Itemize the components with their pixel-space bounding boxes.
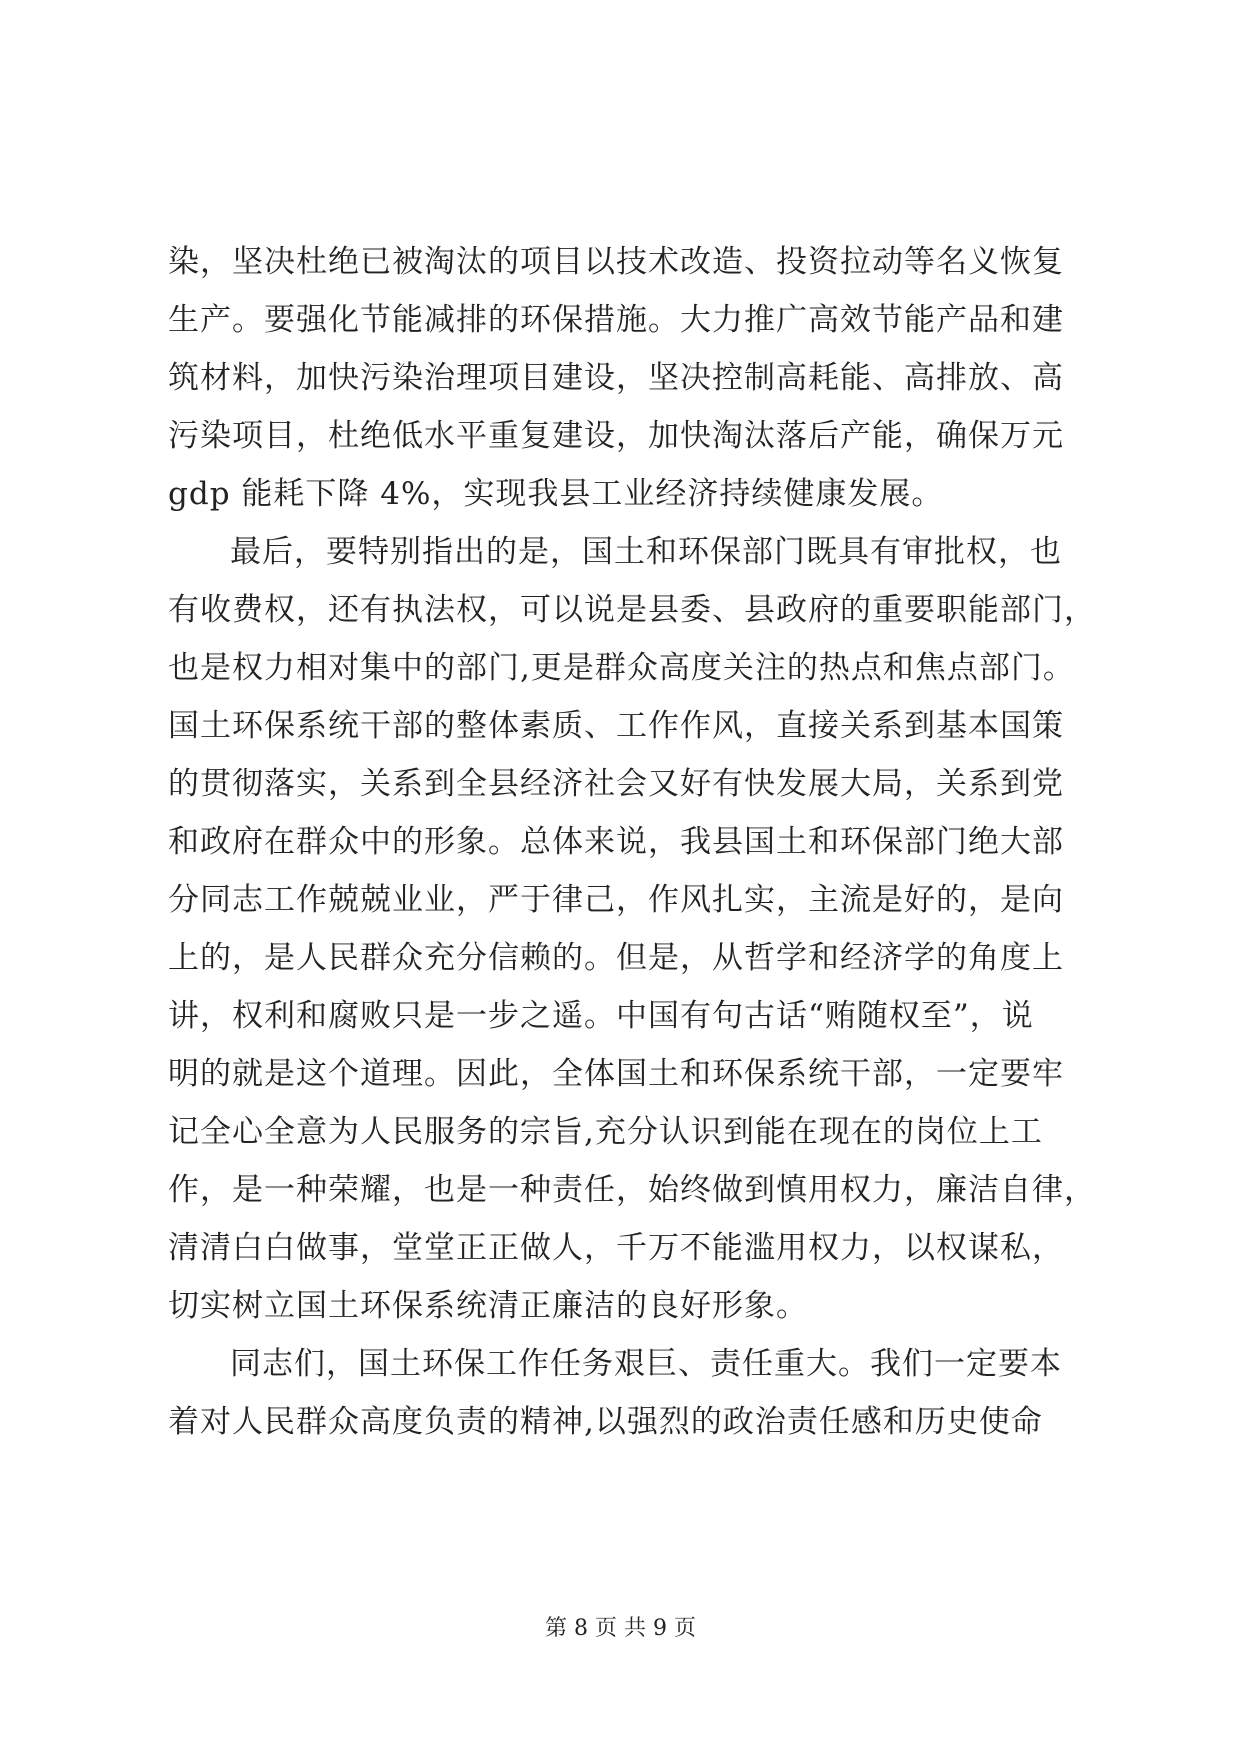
document-body — [168, 233, 1096, 1451]
text-line: 记全心全意为人民服务的宗旨,充分认识到能在现在的岗位上工 — [168, 1114, 1043, 1150]
paragraph-start-line: 最后，要特别指出的是，国土和环保部门既具有审批权，也 — [230, 534, 1062, 570]
text-line: 上的，是人民群众充分信赖的。但是，从哲学和经济学的角度上 — [168, 940, 1064, 976]
text-line: gdp 能耗下降 4%，实现我县工业经济持续健康发展。 — [168, 476, 944, 512]
text-line: 生产。要强化节能减排的环保措施。大力推广高效节能产品和建 — [168, 302, 1064, 338]
page-footer — [0, 1614, 1241, 1644]
text-line: 有收费权，还有执法权，可以说是县委、县政府的重要职能部门， — [168, 592, 1096, 628]
text-line: 筑材料，加快污染治理项目建设，坚决控制高耗能、高排放、高 — [168, 360, 1064, 396]
text-line: 清清白白做事，堂堂正正做人，千万不能滥用权力，以权谋私， — [168, 1230, 1064, 1266]
text-line: 切实树立国土环保系统清正廉洁的良好形象。 — [168, 1288, 808, 1324]
text-line: 和政府在群众中的形象。总体来说，我县国土和环保部门绝大部 — [168, 824, 1064, 860]
text-line: 作，是一种荣耀，也是一种责任，始终做到慎用权力，廉洁自律， — [168, 1172, 1096, 1208]
page-number-label: 第 8 页 共 9 页 — [545, 1616, 696, 1641]
paragraph-start-line: 同志们，国土环保工作任务艰巨、责任重大。我们一定要本 — [230, 1346, 1062, 1382]
text-line: 污染项目，杜绝低水平重复建设，加快淘汰落后产能，确保万元 — [168, 418, 1064, 454]
text-line: 也是权力相对集中的部门,更是群众高度关注的热点和焦点部门。 — [168, 650, 1075, 686]
text-line: 着对人民群众高度负责的精神,以强烈的政治责任感和历史使命 — [168, 1404, 1043, 1440]
text-line: 分同志工作兢兢业业，严于律己，作风扎实，主流是好的，是向 — [168, 882, 1064, 918]
text-line: 的贯彻落实，关系到全县经济社会又好有快发展大局，关系到党 — [168, 766, 1064, 802]
text-line: 讲，权利和腐败只是一步之遥。中国有句古话“贿随权至”，说 — [168, 998, 1034, 1034]
text-line: 染，坚决杜绝已被淘汰的项目以技术改造、投资拉动等名义恢复 — [168, 244, 1064, 280]
text-line: 明的就是这个道理。因此，全体国土和环保系统干部，一定要牢 — [168, 1056, 1064, 1092]
text-line: 国土环保系统干部的整体素质、工作作风，直接关系到基本国策 — [168, 708, 1064, 744]
